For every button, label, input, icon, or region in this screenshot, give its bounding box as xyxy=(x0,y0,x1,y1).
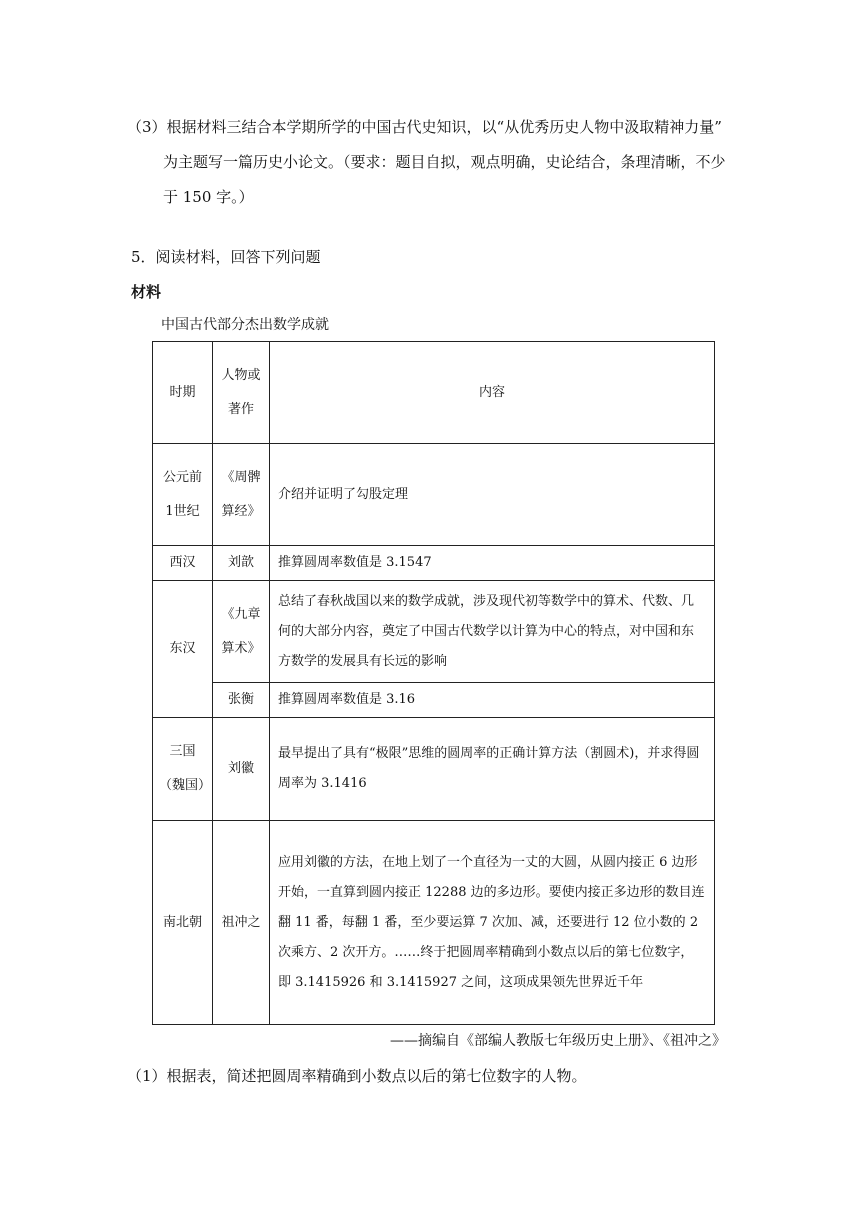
material-label: 材料 xyxy=(131,283,162,301)
table-row xyxy=(153,581,715,683)
cell-person: 祖冲之 xyxy=(213,821,270,1025)
cell-period: 南北朝 xyxy=(153,821,213,1025)
header-period: 时期 xyxy=(153,342,213,444)
question-3-line-2: 为主题写一篇历史小论文。（要求：题目自拟，观点明确，史论结合，条理清晰，不少 xyxy=(163,153,726,171)
achievements-table xyxy=(152,341,715,1025)
cell-content: 推算圆周率数值是 3.1547 xyxy=(270,546,715,581)
cell-person: 《周髀算经》 xyxy=(213,444,270,546)
question-1: （1）根据表，简述把圆周率精确到小数点以后的第七位数字的人物。 xyxy=(127,1067,587,1085)
header-content: 内容 xyxy=(270,342,715,444)
table-row xyxy=(153,718,715,821)
cell-period: 西汉 xyxy=(153,546,213,581)
cell-period: 东汉 xyxy=(153,581,213,718)
cell-content: 最早提出了具有“极限”思维的圆周率的正确计算方法（割圆术)，并求得圆周率为 3.1416 xyxy=(270,718,715,821)
table-row xyxy=(153,821,715,1025)
question-3-line-3: 于 150 字。） xyxy=(163,188,254,206)
cell-content: 介绍并证明了勾股定理 xyxy=(270,444,715,546)
cell-person: 《九章算术》 xyxy=(213,581,270,683)
question-3-line-1: （3）根据材料三结合本学期所学的中国古代史知识，以“从优秀历史人物中汲取精神力量” xyxy=(127,118,722,136)
question-3 xyxy=(127,110,747,215)
section-title: 5．阅读材料，回答下列问题 xyxy=(131,248,321,266)
header-person: 人物或著作 xyxy=(213,342,270,444)
cell-person: 张衡 xyxy=(213,683,270,718)
cell-person: 刘歆 xyxy=(213,546,270,581)
table-row xyxy=(153,683,715,718)
table-header-row xyxy=(153,342,715,444)
cell-person: 刘徽 xyxy=(213,718,270,821)
table-row xyxy=(153,444,715,546)
table-caption: 中国古代部分杰出数学成就 xyxy=(161,317,329,333)
source-citation: ——摘编自《部编人教版七年级历史上册》、《祖冲之》 xyxy=(390,1033,726,1049)
cell-content: 推算圆周率数值是 3.16 xyxy=(270,683,715,718)
table-row xyxy=(153,546,715,581)
cell-content: 应用刘徽的方法，在地上划了一个直径为一丈的大圆，从圆内接正 6 边形开始，一直算到圆内接正 12288 边的多边形。要使内接正多边形的数目连翻 11 番，每翻 1 番，至少要运算 7 次加、减，还要进行 12 位小数的 2 次乘方、2 次开方。……终于把圆周率精确到小数点以后的第七位数字，即 3.1415926 和 3.1415927 之间，这项成果领先世界近千年 xyxy=(270,821,715,1025)
cell-content: 总结了春秋战国以来的数学成就，涉及现代初等数学中的算术、代数、几何的大部分内容，奠定了中国古代数学以计算为中心的特点，对中国和东方数学的发展具有长远的影响 xyxy=(270,581,715,683)
cell-period: 三国（魏国） xyxy=(153,718,213,821)
cell-period: 公元前1世纪 xyxy=(153,444,213,546)
